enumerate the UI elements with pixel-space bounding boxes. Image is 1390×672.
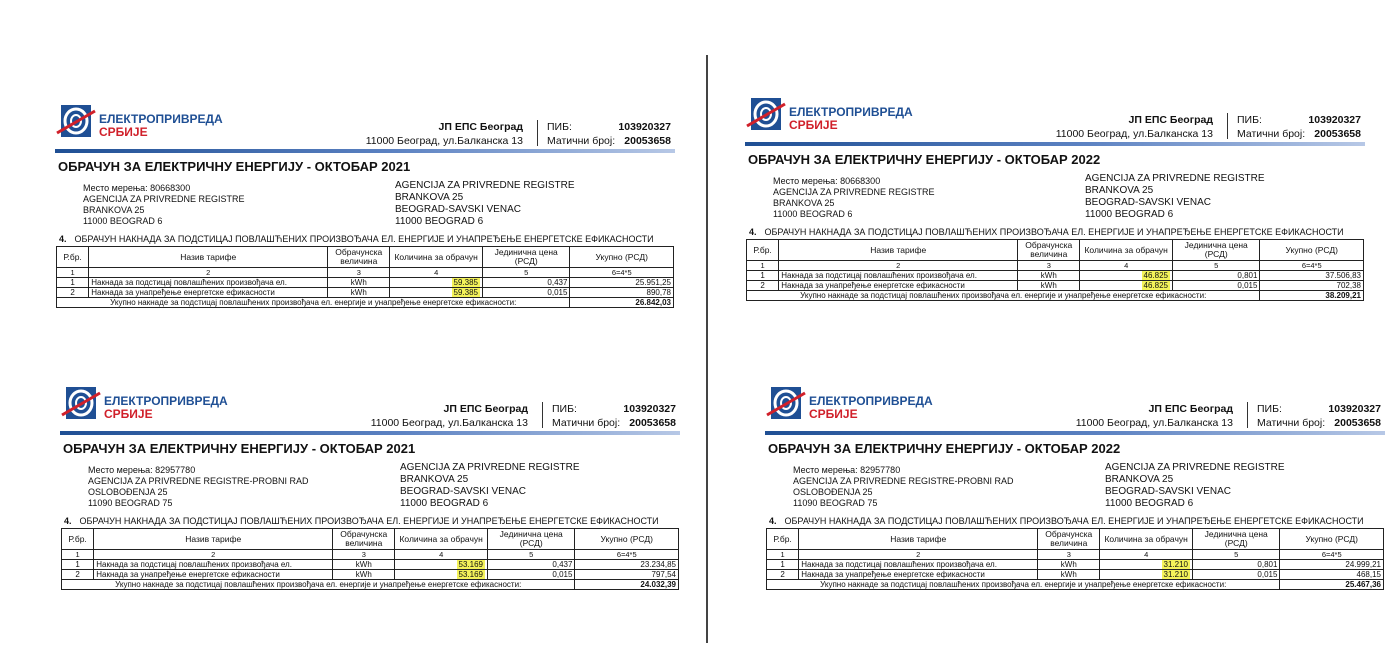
row-number: 2 [747, 281, 779, 291]
receiver-line: BEOGRAD-SAVSKI VENAC [400, 486, 526, 497]
col-number: 6=4*5 [1280, 550, 1384, 560]
total-cell: 37.506,83 [1260, 271, 1364, 281]
col-price: Јединична цена (РСД) [482, 247, 569, 268]
total-label: Укупно накнаде за подстицај повлашћених произвођача ел. енергије и унапређење енергетске ефикасности: [62, 580, 575, 590]
office-name: ЈП ЕПС Београд [1148, 403, 1233, 415]
col-number: 2 [799, 550, 1038, 560]
row-number: 2 [62, 570, 94, 580]
col-rb: Р.бр. [747, 240, 779, 261]
table-total-row [747, 291, 1364, 301]
company-line1: ЕЛЕКТРОПРИВРЕДА [99, 112, 223, 126]
col-number: 3 [328, 268, 390, 278]
eps-logo-icon [765, 385, 807, 421]
receiver-address [1085, 173, 1345, 221]
receiver-address [395, 180, 655, 228]
tariff-name: Накнада за унапређење енергетске ефикасности [799, 570, 1038, 580]
bill-card [60, 385, 680, 595]
col-number: 5 [482, 268, 569, 278]
receiver-address [400, 462, 660, 510]
price-cell: 0,015 [1172, 281, 1259, 291]
header-band [765, 431, 1385, 435]
table-row [747, 271, 1364, 281]
col-number: 4 [1080, 261, 1173, 271]
mb-label: Матични број: [1257, 417, 1326, 429]
receiver-line: BRANKOVA 25 [1105, 474, 1174, 485]
office-name: ЈП ЕПС Београд [443, 403, 528, 415]
address-line: Место мерења: 80668300 [83, 183, 191, 193]
col-price: Јединична цена (РСД) [1192, 529, 1279, 550]
pib-label: ПИБ: [1237, 114, 1262, 126]
center-divider [706, 55, 708, 643]
office-block [355, 120, 523, 148]
bill-card [745, 96, 1365, 306]
highlighted-qty: 46.825 [1143, 271, 1168, 280]
col-unit: Обрачунска величина [328, 247, 390, 268]
address-line: Место мерења: 80668300 [773, 176, 881, 186]
tariff-name: Накнада за подстицај повлашћених произвођача ел. [799, 560, 1038, 570]
receiver-line: BEOGRAD-SAVSKI VENAC [395, 204, 521, 215]
price-cell: 0,015 [487, 570, 574, 580]
unit-cell: kWh [1038, 560, 1100, 570]
table-row [747, 281, 1364, 291]
highlighted-qty: 31.210 [1163, 560, 1188, 569]
col-number: 1 [57, 268, 89, 278]
unit-cell: kWh [333, 570, 395, 580]
company-ids [1257, 402, 1381, 430]
qty-cell [1100, 560, 1193, 570]
section-number: 4. [769, 516, 777, 526]
col-number: 5 [1192, 550, 1279, 560]
table-total-row [57, 298, 674, 308]
address-line: AGENCIJA ZA PRIVREDNE REGISTRE-PROBNI RAD [793, 476, 1014, 486]
row-number: 2 [57, 288, 89, 298]
address-line: 11000 BEOGRAD 6 [773, 209, 853, 219]
eps-logo-icon [745, 96, 787, 132]
section-heading [64, 516, 659, 526]
col-total: Укупно (РСД) [1280, 529, 1384, 550]
table-header-row [767, 529, 1384, 550]
office-address: 11000 Београд, ул.Балканска 13 [365, 135, 523, 147]
col-number: 6=4*5 [570, 268, 674, 278]
col-total: Укупно (РСД) [575, 529, 679, 550]
address-line: AGENCIJA ZA PRIVREDNE REGISTRE [773, 187, 935, 197]
company-line2: СРБИЈЕ [104, 407, 153, 421]
address-line: OSLOBOĐENJA 25 [88, 487, 168, 497]
col-number: 5 [487, 550, 574, 560]
total-cell: 797,54 [575, 570, 679, 580]
unit-cell: kWh [328, 288, 390, 298]
col-number: 4 [395, 550, 488, 560]
receiver-line: BRANKOVA 25 [395, 192, 464, 203]
qty-cell [390, 278, 483, 288]
highlighted-qty: 53.169 [458, 560, 483, 569]
address-line: BRANKOVA 25 [83, 205, 145, 215]
address-line: Место мерења: 82957780 [793, 465, 901, 475]
col-number: 1 [62, 550, 94, 560]
fees-table [61, 528, 679, 590]
section-heading [749, 227, 1344, 237]
section-heading [769, 516, 1364, 526]
col-unit: Обрачунска величина [1018, 240, 1080, 261]
mb-value: 20053658 [1314, 128, 1361, 140]
address-line: OSLOBOĐENJA 25 [793, 487, 873, 497]
col-name: Назив тарифе [779, 240, 1018, 261]
company-line2: СРБИЈЕ [809, 407, 858, 421]
header-band [55, 149, 675, 153]
column-number-row [57, 268, 674, 278]
receiver-line: BEOGRAD-SAVSKI VENAC [1105, 486, 1231, 497]
office-address: 11000 Београд, ул.Балканска 13 [1075, 417, 1233, 429]
column-number-row [62, 550, 679, 560]
office-name: ЈП ЕПС Београд [1128, 114, 1213, 126]
mb-label: Матични број: [1237, 128, 1306, 140]
receiver-line: 11000 BEOGRAD 6 [1085, 209, 1174, 220]
address-line: Место мерења: 82957780 [88, 465, 196, 475]
receiver-line: AGENCIJA ZA PRIVREDNE REGISTRE [400, 462, 580, 473]
unit-cell: kWh [1018, 281, 1080, 291]
header-band [745, 142, 1365, 146]
company-ids [1237, 113, 1361, 141]
col-number: 4 [390, 268, 483, 278]
section-title: ОБРАЧУН НАКНАДА ЗА ПОДСТИЦАЈ ПОВЛАШЋЕНИХ ПРОИЗВОЂАЧА ЕЛ. ЕНЕРГИЈЕ И УНАПРЕЂЕЊЕ ЕНЕРГЕТСКЕ ЕФИКАСНОСТИ [784, 516, 1364, 526]
row-number: 1 [62, 560, 94, 570]
col-rb: Р.бр. [62, 529, 94, 550]
mb-label: Матични број: [552, 417, 621, 429]
company-ids [547, 120, 671, 148]
table-row [767, 560, 1384, 570]
col-number: 2 [779, 261, 1018, 271]
receiver-line: BRANKOVA 25 [400, 474, 469, 485]
price-cell: 0,015 [482, 288, 569, 298]
pib-value: 103920327 [1308, 114, 1361, 126]
address-line: 11090 BEOGRAD 75 [88, 498, 173, 508]
address-line: BRANKOVA 25 [773, 198, 835, 208]
col-number: 3 [1018, 261, 1080, 271]
qty-cell [1080, 281, 1173, 291]
company-ids [552, 402, 676, 430]
office-address: 11000 Београд, ул.Балканска 13 [1055, 128, 1213, 140]
receiver-line: AGENCIJA ZA PRIVREDNE REGISTRE [1105, 462, 1285, 473]
header-band [60, 431, 680, 435]
col-total: Укупно (РСД) [1260, 240, 1364, 261]
company-line1: ЕЛЕКТРОПРИВРЕДА [809, 394, 933, 408]
bill-title: ОБРАЧУН ЗА ЕЛЕКТРИЧНУ ЕНЕРГИЈУ - ОКТОБАР 2021 [63, 441, 416, 456]
col-number: 3 [333, 550, 395, 560]
receiver-line: 11000 BEOGRAD 6 [400, 498, 489, 509]
company-line1: ЕЛЕКТРОПРИВРЕДА [104, 394, 228, 408]
col-price: Јединична цена (РСД) [487, 529, 574, 550]
address-line: 11090 BEOGRAD 75 [793, 498, 878, 508]
office-name: ЈП ЕПС Београд [438, 121, 523, 133]
company-line2: СРБИЈЕ [789, 118, 838, 132]
pib-value: 103920327 [618, 121, 671, 133]
col-number: 5 [1172, 261, 1259, 271]
table-row [57, 288, 674, 298]
section-number: 4. [749, 227, 757, 237]
price-cell: 0,437 [482, 278, 569, 288]
table-total-row [767, 580, 1384, 590]
price-cell: 0,801 [1192, 560, 1279, 570]
table-row [62, 560, 679, 570]
receiver-address [1105, 462, 1365, 510]
total-label: Укупно накнаде за подстицај повлашћених произвођача ел. енергије и унапређење енергетске ефикасности: [767, 580, 1280, 590]
header-separator [537, 120, 538, 146]
col-number: 1 [767, 550, 799, 560]
highlighted-qty: 53.169 [458, 570, 483, 579]
total-cell: 24.999,21 [1280, 560, 1384, 570]
col-number: 1 [747, 261, 779, 271]
pib-value: 103920327 [623, 403, 676, 415]
row-number: 1 [57, 278, 89, 288]
price-cell: 0,437 [487, 560, 574, 570]
row-number: 1 [767, 560, 799, 570]
measuring-address [83, 183, 343, 227]
column-number-row [767, 550, 1384, 560]
header-separator [1247, 402, 1248, 428]
section-number: 4. [64, 516, 72, 526]
table-row [57, 278, 674, 288]
row-number: 2 [767, 570, 799, 580]
receiver-line: 11000 BEOGRAD 6 [395, 216, 484, 227]
highlighted-qty: 46.825 [1143, 281, 1168, 290]
tariff-name: Накнада за унапређење енергетске ефикасности [89, 288, 328, 298]
table-header-row [62, 529, 679, 550]
mb-value: 20053658 [629, 417, 676, 429]
address-line: AGENCIJA ZA PRIVREDNE REGISTRE-PROBNI RAD [88, 476, 309, 486]
unit-cell: kWh [328, 278, 390, 288]
tariff-name: Накнада за унапређење енергетске ефикасности [779, 281, 1018, 291]
total-cell: 468,15 [1280, 570, 1384, 580]
total-cell: 890,78 [570, 288, 674, 298]
receiver-line: AGENCIJA ZA PRIVREDNE REGISTRE [395, 180, 575, 191]
company-name [99, 113, 223, 139]
col-rb: Р.бр. [767, 529, 799, 550]
receiver-line: BEOGRAD-SAVSKI VENAC [1085, 197, 1211, 208]
address-line: 11000 BEOGRAD 6 [83, 216, 163, 226]
header-separator [1227, 113, 1228, 139]
unit-cell: kWh [1038, 570, 1100, 580]
col-name: Назив тарифе [89, 247, 328, 268]
tariff-name: Накнада за подстицај повлашћених произвођача ел. [779, 271, 1018, 281]
tariff-name: Накнада за подстицај повлашћених произвођача ел. [94, 560, 333, 570]
pib-label: ПИБ: [547, 121, 572, 133]
company-line2: СРБИЈЕ [99, 125, 148, 139]
bill-title: ОБРАЧУН ЗА ЕЛЕКТРИЧНУ ЕНЕРГИЈУ - ОКТОБАР 2022 [768, 441, 1121, 456]
qty-cell [395, 570, 488, 580]
unit-cell: kWh [1018, 271, 1080, 281]
section-title: ОБРАЧУН НАКНАДА ЗА ПОДСТИЦАЈ ПОВЛАШЋЕНИХ ПРОИЗВОЂАЧА ЕЛ. ЕНЕРГИЈЕ И УНАПРЕЂЕЊЕ ЕНЕРГЕТСКЕ ЕФИКАСНОСТИ [74, 234, 654, 244]
section-title: ОБРАЧУН НАКНАДА ЗА ПОДСТИЦАЈ ПОВЛАШЋЕНИХ ПРОИЗВОЂАЧА ЕЛ. ЕНЕРГИЈЕ И УНАПРЕЂЕЊЕ ЕНЕРГЕТСКЕ ЕФИКАСНОСТИ [764, 227, 1344, 237]
col-qty: Количина за обрачун [390, 247, 483, 268]
office-block [1065, 402, 1233, 430]
total-cell: 23.234,85 [575, 560, 679, 570]
col-number: 6=4*5 [575, 550, 679, 560]
grand-total: 24.032,39 [575, 580, 679, 590]
company-name [789, 106, 913, 132]
col-number: 4 [1100, 550, 1193, 560]
bill-title: ОБРАЧУН ЗА ЕЛЕКТРИЧНУ ЕНЕРГИЈУ - ОКТОБАР 2021 [58, 159, 411, 174]
qty-cell [1080, 271, 1173, 281]
pib-value: 103920327 [1328, 403, 1381, 415]
office-address: 11000 Београд, ул.Балканска 13 [370, 417, 528, 429]
qty-cell [390, 288, 483, 298]
col-name: Назив тарифе [799, 529, 1038, 550]
table-header-row [57, 247, 674, 268]
office-block [360, 402, 528, 430]
pib-label: ПИБ: [552, 403, 577, 415]
company-line1: ЕЛЕКТРОПРИВРЕДА [789, 105, 913, 119]
qty-cell [1100, 570, 1193, 580]
qty-cell [395, 560, 488, 570]
measuring-address [88, 465, 348, 509]
company-name [809, 395, 933, 421]
receiver-line: 11000 BEOGRAD 6 [1105, 498, 1194, 509]
col-name: Назив тарифе [94, 529, 333, 550]
eps-logo-icon [55, 103, 97, 139]
grand-total: 26.842,03 [570, 298, 674, 308]
fees-table [766, 528, 1384, 590]
price-cell: 0,801 [1172, 271, 1259, 281]
col-qty: Количина за обрачун [1100, 529, 1193, 550]
unit-cell: kWh [333, 560, 395, 570]
mb-label: Матични број: [547, 135, 616, 147]
table-row [767, 570, 1384, 580]
table-header-row [747, 240, 1364, 261]
col-unit: Обрачунска величина [333, 529, 395, 550]
bill-card [55, 103, 675, 313]
table-row [62, 570, 679, 580]
bill-card [765, 385, 1385, 595]
total-label: Укупно накнаде за подстицај повлашћених произвођача ел. енергије и унапређење енергетске ефикасности: [57, 298, 570, 308]
tariff-name: Накнада за подстицај повлашћених произвођача ел. [89, 278, 328, 288]
eps-logo-icon [60, 385, 102, 421]
table-total-row [62, 580, 679, 590]
grand-total: 38.209,21 [1260, 291, 1364, 301]
price-cell: 0,015 [1192, 570, 1279, 580]
pib-label: ПИБ: [1257, 403, 1282, 415]
mb-value: 20053658 [624, 135, 671, 147]
measuring-address [793, 465, 1053, 509]
col-rb: Р.бр. [57, 247, 89, 268]
total-cell: 702,38 [1260, 281, 1364, 291]
col-number: 2 [94, 550, 333, 560]
fees-table [746, 239, 1364, 301]
col-price: Јединична цена (РСД) [1172, 240, 1259, 261]
highlighted-qty: 59.385 [453, 288, 478, 297]
total-cell: 25.951,25 [570, 278, 674, 288]
header-separator [542, 402, 543, 428]
grand-total: 25.467,36 [1280, 580, 1384, 590]
receiver-line: BRANKOVA 25 [1085, 185, 1154, 196]
company-name [104, 395, 228, 421]
fees-table [56, 246, 674, 308]
total-label: Укупно накнаде за подстицај повлашћених произвођача ел. енергије и унапређење енергетске ефикасности: [747, 291, 1260, 301]
receiver-line: AGENCIJA ZA PRIVREDNE REGISTRE [1085, 173, 1265, 184]
col-qty: Количина за обрачун [1080, 240, 1173, 261]
measuring-address [773, 176, 1033, 220]
row-number: 1 [747, 271, 779, 281]
col-number: 3 [1038, 550, 1100, 560]
office-block [1045, 113, 1213, 141]
col-number: 6=4*5 [1260, 261, 1364, 271]
highlighted-qty: 59.385 [453, 278, 478, 287]
address-line: AGENCIJA ZA PRIVREDNE REGISTRE [83, 194, 245, 204]
col-unit: Обрачунска величина [1038, 529, 1100, 550]
mb-value: 20053658 [1334, 417, 1381, 429]
bill-title: ОБРАЧУН ЗА ЕЛЕКТРИЧНУ ЕНЕРГИЈУ - ОКТОБАР 2022 [748, 152, 1101, 167]
tariff-name: Накнада за унапређење енергетске ефикасности [94, 570, 333, 580]
section-heading [59, 234, 654, 244]
col-number: 2 [89, 268, 328, 278]
highlighted-qty: 31.210 [1163, 570, 1188, 579]
col-qty: Количина за обрачун [395, 529, 488, 550]
column-number-row [747, 261, 1364, 271]
section-number: 4. [59, 234, 67, 244]
col-total: Укупно (РСД) [570, 247, 674, 268]
section-title: ОБРАЧУН НАКНАДА ЗА ПОДСТИЦАЈ ПОВЛАШЋЕНИХ ПРОИЗВОЂАЧА ЕЛ. ЕНЕРГИЈЕ И УНАПРЕЂЕЊЕ ЕНЕРГЕТСКЕ ЕФИКАСНОСТИ [79, 516, 659, 526]
